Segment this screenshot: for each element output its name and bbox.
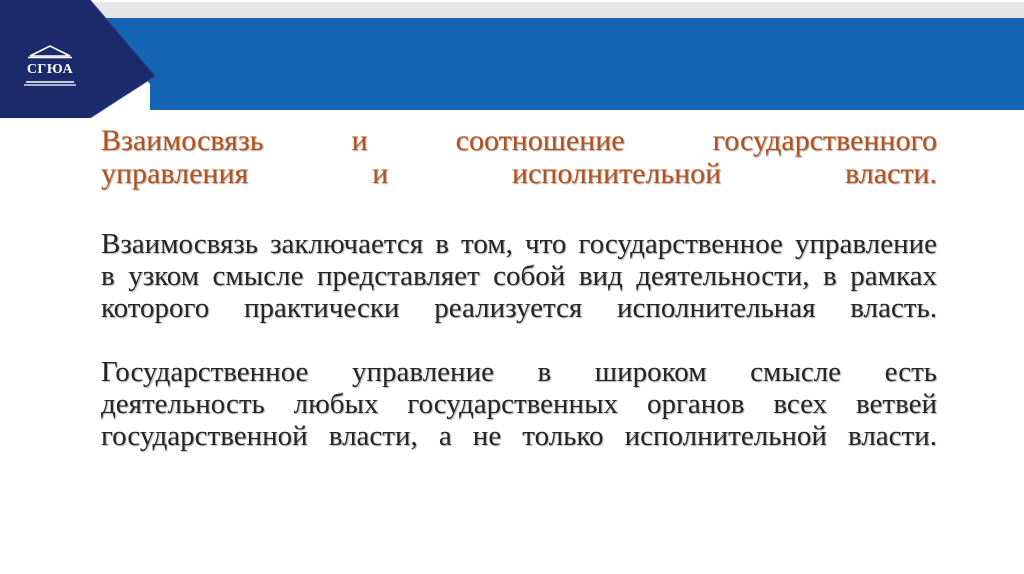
- paragraph-line: которого практически реализуется исполнительная власть.: [101, 292, 937, 324]
- header-banner: [0, 0, 1024, 118]
- heading-line: Взаимосвязь и соотношение государственного: [101, 124, 937, 157]
- paragraph-broad-sense: [101, 356, 937, 452]
- slide-heading: [101, 124, 937, 190]
- slide-content: [101, 124, 937, 452]
- paragraph-relationship: [101, 228, 937, 324]
- paragraph-line: государственной власти, а не только исполнительной власти.: [101, 420, 937, 452]
- paragraph-line: в узком смысле представляет собой вид деятельности, в рамках: [101, 260, 937, 292]
- paragraph-line: Государственное управление в широком смысле есть: [101, 356, 937, 388]
- university-logo: [14, 42, 86, 94]
- logo-text: СГЮА: [26, 62, 74, 77]
- heading-line: управления и исполнительной власти.: [101, 157, 937, 190]
- paragraph-line: Взаимосвязь заключается в том, что государственное управление: [101, 228, 937, 260]
- paragraph-line: деятельность любых государственных органов всех ветвей: [101, 388, 937, 420]
